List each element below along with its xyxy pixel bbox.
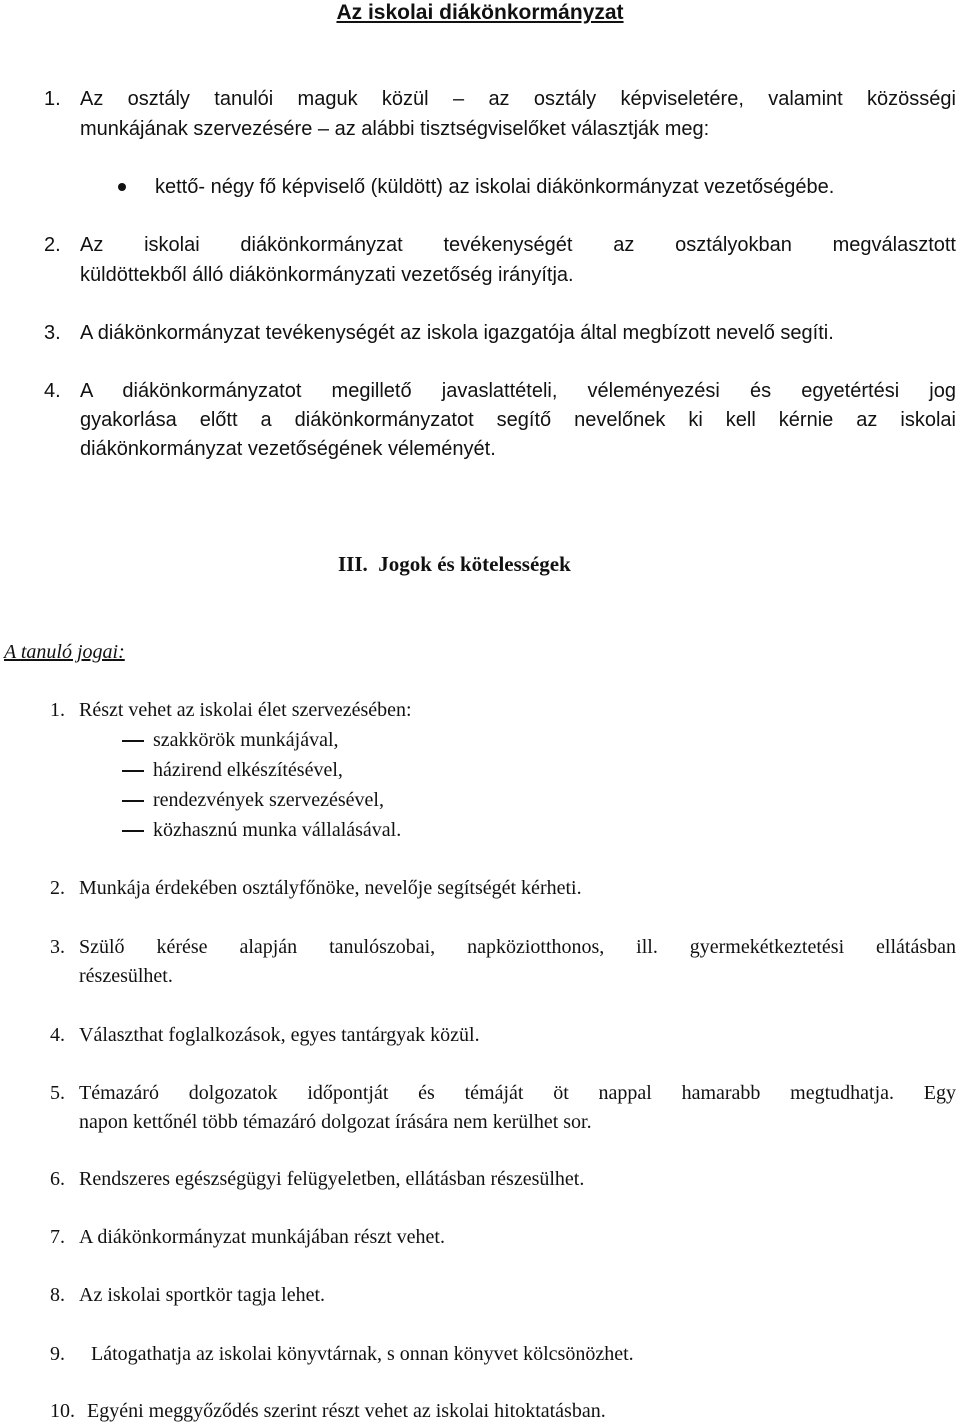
- item-text-line: diákönkormányzat vezetőségének véleményét.: [80, 438, 496, 460]
- item-number: 2.: [44, 234, 61, 256]
- page-title: Az iskolai diákönkormányzat: [336, 1, 624, 24]
- item-text-line: A diákönkormányzatot megillető javaslattételi, véleményezési és egyetértési jog: [80, 380, 956, 402]
- item-number: 4.: [44, 380, 61, 402]
- section-heading: [338, 550, 571, 578]
- dash-icon: [122, 770, 144, 772]
- dash-icon: [122, 800, 144, 802]
- item-text-line: A diákönkormányzat tevékenységét az iskola igazgatója által megbízott nevelő segíti.: [80, 322, 834, 344]
- item-number: 1.: [44, 88, 61, 110]
- dash-icon: [122, 740, 144, 742]
- item-text-line: részesülhet.: [79, 965, 173, 987]
- item-text-line: Rendszeres egészségügyi felügyeletben, ellátásban részesülhet.: [79, 1168, 585, 1190]
- section-roman: III.: [338, 552, 368, 576]
- dash-item-text: rendezvények szervezésével,: [153, 789, 384, 811]
- item-text-line: gyakorlása előtt a diákönkormányzatot segítő nevelőnek ki kell kérnie az iskolai: [80, 409, 956, 431]
- item-number: 4.: [50, 1024, 65, 1046]
- item-text-line: A diákönkormányzat munkájában részt vehet.: [79, 1226, 445, 1248]
- item-number: 9.: [50, 1343, 65, 1365]
- item-number: 7.: [50, 1226, 65, 1248]
- item-text-line: Munkája érdekében osztályfőnöke, nevelője segítségét kérheti.: [79, 877, 582, 899]
- item-text-line: munkájának szervezésére – az alábbi tisztségviselőket választják meg:: [80, 118, 710, 140]
- item-text-line: Témazáró dolgozatok időpontját és témáját öt nappal hamarabb megtudhatja. Egy: [79, 1082, 956, 1104]
- item-text-line: Választhat foglalkozások, egyes tantárgyak közül.: [79, 1024, 480, 1046]
- item-number: 8.: [50, 1284, 65, 1306]
- item-number: 6.: [50, 1168, 65, 1190]
- subheading: A tanuló jogai:: [4, 641, 125, 663]
- section-heading-text: Jogok és kötelességek: [378, 552, 571, 576]
- dash-item-text: házirend elkészítésével,: [153, 759, 343, 781]
- item-number: 3.: [50, 936, 65, 958]
- item-number: 3.: [44, 322, 61, 344]
- item-text-line: Látogathatja az iskolai könyvtárnak, s onnan könyvet kölcsönözhet.: [91, 1343, 634, 1365]
- item-text-line: napon kettőnél több témazáró dolgozat írására nem kerülhet sor.: [79, 1111, 592, 1133]
- dash-item-text: közhasznú munka vállalásával.: [153, 819, 402, 841]
- item-number: 10.: [50, 1400, 75, 1422]
- item-text-line: Az iskolai sportkör tagja lehet.: [79, 1284, 326, 1306]
- bullet-icon: [118, 183, 126, 191]
- item-text-line: Részt vehet az iskolai élet szervezésében:: [79, 699, 412, 721]
- item-text-line: küldöttekből álló diákönkormányzati vezetőség irányítja.: [80, 264, 574, 286]
- dash-item-text: szakkörök munkájával,: [153, 729, 339, 751]
- bullet-text: kettő- négy fő képviselő (küldött) az iskolai diákönkormányzat vezetőségébe.: [155, 176, 835, 198]
- dash-icon: [122, 830, 144, 832]
- item-text-line: Az osztály tanulói maguk közül – az osztály képviseletére, valamint közösségi: [80, 88, 956, 110]
- item-number: 1.: [50, 699, 65, 721]
- item-number: 5.: [50, 1082, 65, 1104]
- item-number: 2.: [50, 877, 65, 899]
- item-text-line: Az iskolai diákönkormányzat tevékenységét az osztályokban megválasztott: [80, 234, 956, 256]
- item-text-line: Egyéni meggyőződés szerint részt vehet az iskolai hitoktatásban.: [87, 1400, 606, 1422]
- item-text-line: Szülő kérése alapján tanulószobai, napköziotthonos, ill. gyermekétkeztetési ellátásban: [79, 936, 956, 958]
